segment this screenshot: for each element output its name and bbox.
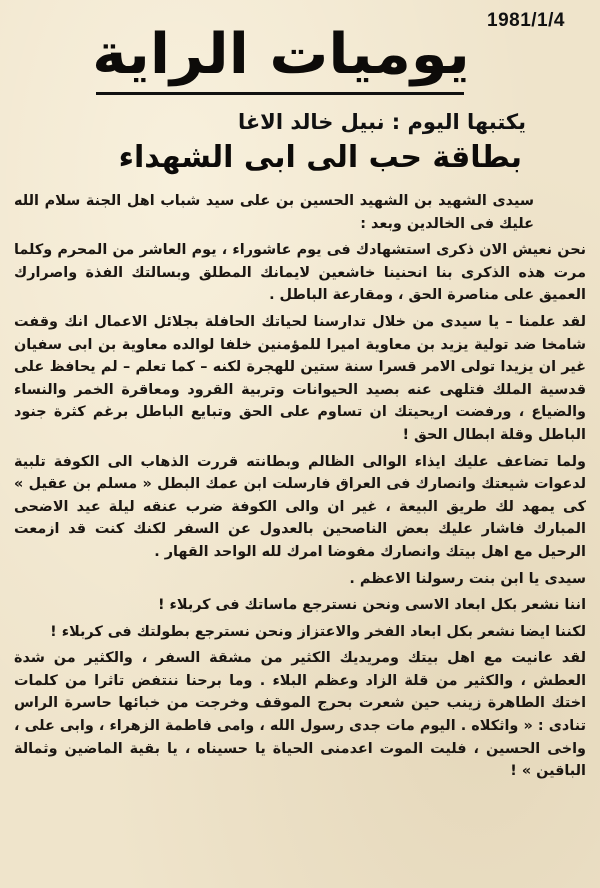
paragraph: سيدى الشهيد بن الشهيد الحسين بن على سيد شباب اهل الجنة سلام الله عليك فى الخالدين وبعد : [14, 193, 534, 232]
article-body [14, 190, 586, 783]
masthead-title: يوميات الراية [92, 22, 470, 87]
paragraph: ولما تضاعف عليك ايذاء الوالى الظالم وبطانته قررت الذهاب الى الكوفة تلبية لدعوات شيعتك وانصارك فى العراق فارسلت ابن عمك البطل « مسلم بن عقيل » كى يمهد لك طريق البيعة ، غير ان والى الكوفة ضرب عنقه ليلة عيد الاضحى المبارك فاشار عليك بعض الناصحين بالعدول عن السفر لكنك كنت قد ازمعت الرحيل مع اهل بيتك وانصارك مفوضا امرك لله الواحد القهار . [14, 453, 586, 560]
paragraph: اننا نشعر بكل ابعاد الاسى ونحن نسترجع ماساتك فى كربلاء ! [157, 597, 586, 614]
paragraph: لكننا ايضا نشعر بكل ابعاد الفخر والاعتزاز ونحن نسترجع بطولتك فى كربلاء ! [50, 623, 586, 640]
paragraph: سيدى يا ابن بنت رسولنا الاعظم . [349, 570, 586, 587]
paragraph: نحن نعيش الان ذكرى استشهادك فى يوم عاشوراء ، يوم العاشر من المحرم وكلما مرت هذه الذكرى بنا انحنينا خاشعين لايمانك المطلق وبسالتك الفذة واصرارك العميق على مناصرة الحق ، ومقارعة الباطل . [14, 242, 586, 304]
masthead-underline [96, 92, 464, 95]
paragraph: لقد علمنا – يا سيدى من خلال تدارسنا لحياتك الحافلة بجلائل الاعمال انك وقفت شامخا ضد تولية يزيد بن معاوية اميرا للمؤمنين خلفا لوالده معاوية بن ابى سفيان غير ان يزيدا تولى الامر قسرا سنة ستين للهجرة لكنه – كما تعلم – لم يحافظ على قدسية الملك فتلهى عنه بصيد الحيوانات وتربية القرود ومعاقرة الخمر والنساء والضياع ، ورفضت اريحيتك ان تساوم على الحق وتبايع الباطل برغم كثرة جنود الباطل وقلة ابطال الحق ! [14, 313, 586, 443]
paragraph: لقد عانيت مع اهل بيتك ومريديك الكثير من مشقة السفر ، والكثير من شدة العطش ، والكثير من قلة الزاد وعظم البلاء . وما برحنا ننتفض تاثرا من كلمات اختك الطاهرة زينب حين شعرت بحرج الموقف وخرجت من خبائها حاسرة الراس تنادى : « واثكلاه . اليوم مات جدى رسول الله ، وامى فاطمة الزهراء ، وابى على ، واخى الحسين ، فليت الموت اعدمنى الحياة يا حسيناه ، يا بقية الماضين وثمالة الباقين » ! [14, 650, 586, 780]
byline: يكتبها اليوم : نبيل خالد الاغا [237, 110, 526, 134]
date-stamp: 1981/1/4 [487, 10, 565, 31]
article-headline: بطاقة حب الى ابى الشهداء [118, 140, 522, 175]
